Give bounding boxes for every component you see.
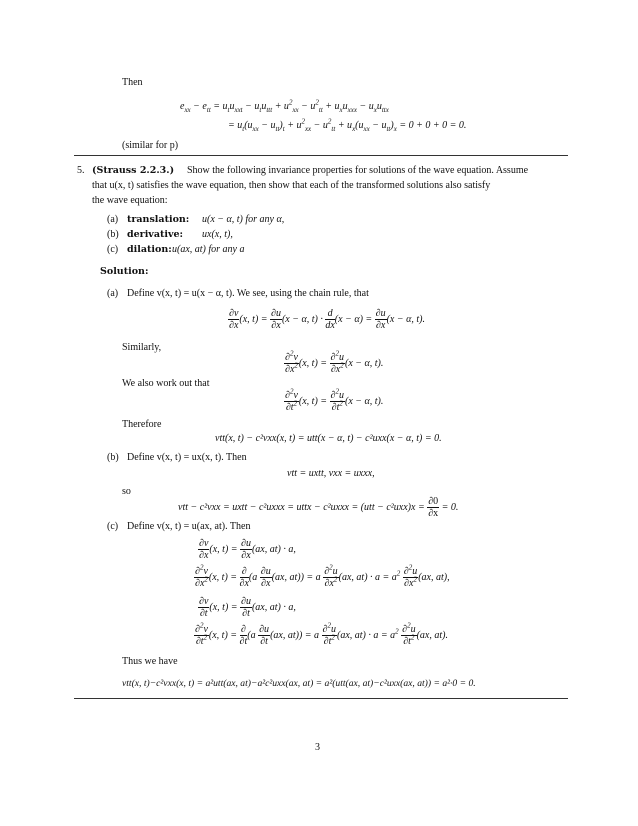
sol-a-chain-rule-eq: $\frac{\partial v}{\partial x}$ (x, t) = $\frac{\partial u}{\partial x}$ (x − α, t) · $\frac{d}{dx}$ (x − α) = $\frac{\partial u}{\partial x}$ (x − α, t).	[229, 308, 425, 331]
item-b-desc: ux(x, t),	[202, 229, 233, 240]
e-equation-line1: $e_{xx} - e_{tt} = u_tu_{xxt} - u_tu_{ttt} + u^2_{xx} - u^2_{tt} + u_xu_{xxx} - u_xu_{ttx}$	[180, 98, 389, 114]
sol-a-second-t-eq: $\frac{\partial^2v}{\partial t^2}$ (x, t) = $\frac{\partial^2u}{\partial t^2}$ (x − α, t).	[285, 387, 384, 413]
item-a-label: (a)	[107, 214, 119, 225]
sol-a-second-x-eq: $\frac{\partial^2v}{\partial x^2}$ (x, t) = $\frac{\partial^2u}{\partial x^2}$ (x − α, t).	[285, 349, 384, 375]
problem-title: (Strauss 2.2.3.)	[92, 165, 175, 176]
page-number: 3	[315, 742, 320, 753]
sol-b-intro: Define v(x, t) = ux(x, t). Then	[127, 452, 247, 463]
section-divider-bottom	[74, 698, 568, 699]
sol-c-intro: Define v(x, t) = u(ax, at). Then	[127, 521, 251, 532]
item-a-desc: u(x − α, t) for any α,	[202, 214, 285, 225]
problem-text-line1: Show the following invariance properties for solutions of the wave equation. Assume	[187, 165, 529, 176]
sol-b-so: so	[122, 486, 131, 497]
sol-a-similarly: Similarly,	[122, 342, 162, 353]
sol-a-final-eq: vtt(x, t) − c²vxx(x, t) = utt(x − α, t) − c²uxx(x − α, t) = 0.	[215, 433, 442, 444]
e-equation-line2: = $u_t(u_{xx} - u_{tt})_t + u^2_{xx} - u^2_{tt} + u_x(u_{xx} - u_{tt})_x = 0 + 0 + 0 = 0$.	[228, 117, 467, 133]
sol-a-also: We also work out that	[122, 378, 210, 389]
problem-text-line2: that u(x, t) satisfies the wave equation, then show that each of the transformed solutions also satisfy	[92, 180, 491, 191]
item-b-name: derivative:	[127, 229, 184, 240]
sol-b-eq2: vtt − c²vxx = uxtt − c²uxxx = uttx − c²uxxx = (utt − c²uxx)x = $\frac{\partial 0}{\partial x}$ = 0.	[178, 496, 459, 519]
sol-c-eq3: $\frac{\partial v}{\partial t}$ (x, t) = $\frac{\partial u}{\partial t}$ (ax, at) · a,	[199, 596, 296, 619]
solution-heading: Solution:	[100, 266, 149, 277]
item-b-label: (b)	[107, 229, 119, 240]
sol-a-intro: Define v(x, t) = u(x − α, t). We see, using the chain rule, that	[127, 288, 369, 299]
sol-a-label: (a)	[107, 288, 119, 299]
sol-b-eq1: vtt = uxtt, vxx = uxxx,	[287, 468, 375, 479]
item-c-desc: u(ax, at) for any a	[172, 244, 245, 255]
item-a-name: translation:	[127, 214, 190, 225]
sol-c-final-eq: vtt(x, t)−c²vxx(x, t) = a²utt(ax, at)−a²c²uxx(ax, at) = a²(utt(ax, at)−c²uxx(ax, at)) = a²·0 = 0.	[122, 678, 476, 689]
sol-c-eq4: $\frac{\partial^2v}{\partial t^2}$ (x, t) = $\frac{\partial}{\partial t}$ (a $\frac{\partial u}{\partial t}$ (ax, at)) = a $\frac{\partial^2u}{\partial t^2}$ (ax, $at) \cdot a = a^2$ $\frac{\partial^2u}{\partial t^2}$ (ax, at).	[195, 621, 448, 647]
similar-note: (similar for p)	[122, 140, 179, 151]
then-label: Then	[122, 77, 143, 88]
sol-c-eq1: $\frac{\partial v}{\partial x}$ (x, t) = $\frac{\partial u}{\partial x}$ (ax, at) · a,	[199, 538, 296, 561]
item-c-name: dilation:	[127, 244, 172, 255]
sol-b-eq2-right: = 0.	[441, 501, 459, 513]
sol-a-therefore: Therefore	[122, 419, 162, 430]
sol-b-label: (b)	[107, 452, 119, 463]
sol-c-label: (c)	[107, 521, 119, 532]
sol-b-eq2-left: vtt − c²vxx = uxtt − c²uxxx = uttx − c²uxxx = (utt − c²uxx)x =	[178, 501, 425, 513]
section-divider-top	[74, 155, 568, 156]
problem-text-line3: the wave equation:	[92, 195, 168, 206]
sol-c-eq2: $\frac{\partial^2v}{\partial x^2}$ (x, t) = $\frac{\partial}{\partial x}$ (a $\frac{\partial u}{\partial x}$ (ax, at)) = a $\frac{\partial^2u}{\partial x^2}$ (ax, $at) \cdot a = a^2$ $\frac{\partial^2u}{\partial x^2}$ (ax, at),	[195, 563, 450, 589]
sol-c-thus: Thus we have	[122, 656, 178, 667]
item-c-label: (c)	[107, 244, 119, 255]
problem-number: 5.	[77, 165, 85, 176]
